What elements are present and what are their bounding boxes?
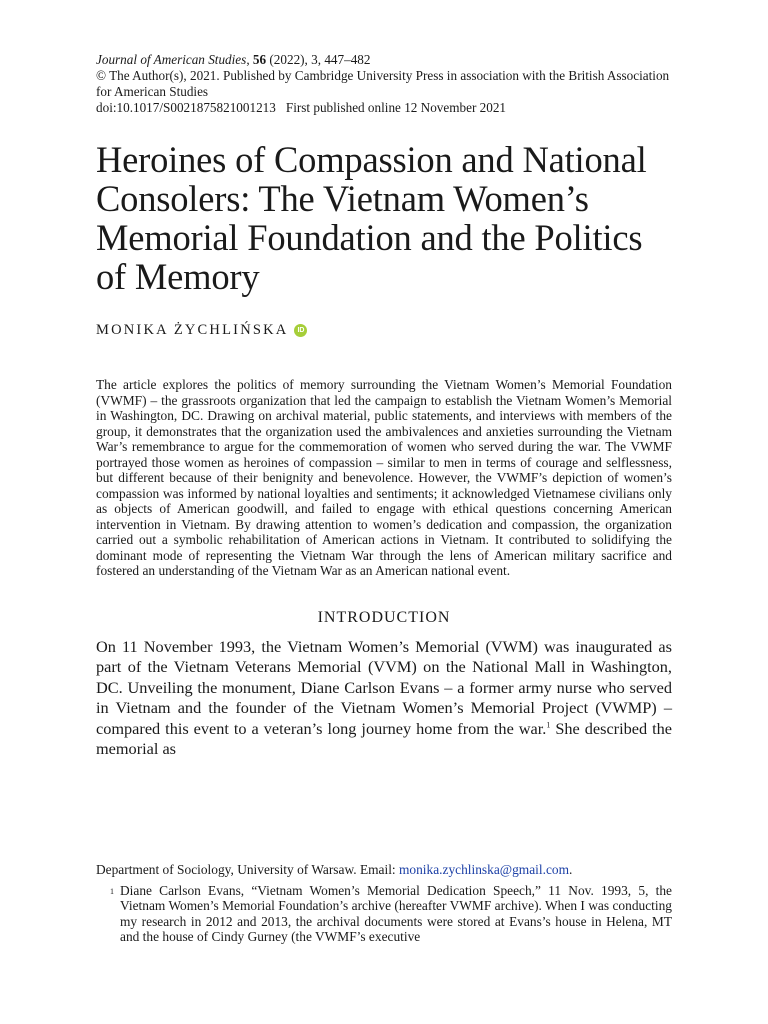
body-paragraph — [96, 637, 672, 761]
article-title: Heroines of Compassion and National Consolers: The Vietnam Women’s Memorial Foundation and the Politics of Memory — [96, 139, 647, 297]
footnote-mark: 1 — [110, 886, 114, 896]
journal-name: Journal of American Studies — [96, 52, 247, 67]
footnotes-area — [96, 862, 672, 945]
article-page — [96, 52, 672, 776]
first-published: First published online 12 November 2021 — [285, 100, 507, 115]
author-name: MONIKA ŻYCHLIŃSKA — [96, 322, 289, 338]
affiliation-end: . — [569, 862, 573, 877]
journal-metadata — [96, 52, 672, 116]
author-line — [96, 322, 672, 339]
body-text-part2: She described the memorial as — [96, 718, 672, 759]
footnote-ref[interactable]: 1 — [546, 720, 551, 730]
doi-line — [96, 100, 672, 116]
footnote-1 — [96, 883, 672, 945]
journal-volume: 56 — [252, 52, 267, 67]
affiliation — [96, 862, 672, 878]
abstract: The article explores the politics of memory surrounding the Vietnam Women’s Memorial Foundation (VWMF) – the grassroots organization that led the campaign to establish the Vietnam Women’s Memorial in Washington, DC. Drawing on archival material, public statements, and interviews with members of the group, it demonstrates that the organization used the ambivalences and anxieties surrounding the Vietnam War’s remembrance to argue for the commemoration of women who served during the war. The VWMF portrayed those women as heroines of compassion – similar to men in terms of courage and selflessness, but different because of their benignity and benevolence. However, the VWMF’s depiction of women’s compassion was informed by national loyalties and sentiments; it acknowledged Vietnamese civilians only as objects of American goodwill, and failed to engage with ethical questions concerning American intervention in Vietnam. By drawing attention to women’s dedication and compassion, the organization carried out a symbolic rehabilitation of American actions in Vietnam. It contributed to solidifying the dominant mode of representing the Vietnam War through the lens of American military sacrifice and fostered an understanding of the Vietnam War as an American national event. — [96, 377, 672, 578]
body-text-part1: On 11 November 1993, the Vietnam Women’s Memorial (VWM) was inaugurated as part of the Vietnam Veterans Memorial (VVM) on the National Mall in Washington, DC. Unveiling the monument, Diane Carlson Evans – a former army nurse who served in Vietnam and the founder of the Vietnam Women’s Memorial Project (VWMP) – compared this event to a veteran’s long journey home from the war. — [96, 636, 672, 738]
issue-pages: (2022), 3, 447–482 — [266, 52, 371, 67]
orcid-icon[interactable]: ID — [294, 324, 307, 337]
affiliation-text: Department of Sociology, University of Warsaw. Email: — [96, 862, 399, 877]
citation-line: Journal of American Studies, 56 (2022), 3, 447–482 — [96, 52, 371, 67]
doi[interactable]: doi:10.1017/S0021875821001213 — [96, 100, 276, 115]
section-heading: INTRODUCTION — [317, 608, 451, 626]
copyright-line: © The Author(s), 2021. Published by Cambridge University Press in association with the British Association for American Studies — [96, 68, 670, 99]
footnote-text: Diane Carlson Evans, “Vietnam Women’s Memorial Dedication Speech,” 11 Nov. 1993, 5, the Vietnam Women’s Memorial Foundation’s archive (hereafter VWMF archive). When I was conducting my research in 2012 and 2013, the archival documents were stored at Evans’s house in Helena, MT and the house of Cindy Gurney (the VWMF’s executive — [120, 882, 672, 944]
email-link[interactable]: monika.zychlinska@gmail.com — [399, 862, 570, 877]
